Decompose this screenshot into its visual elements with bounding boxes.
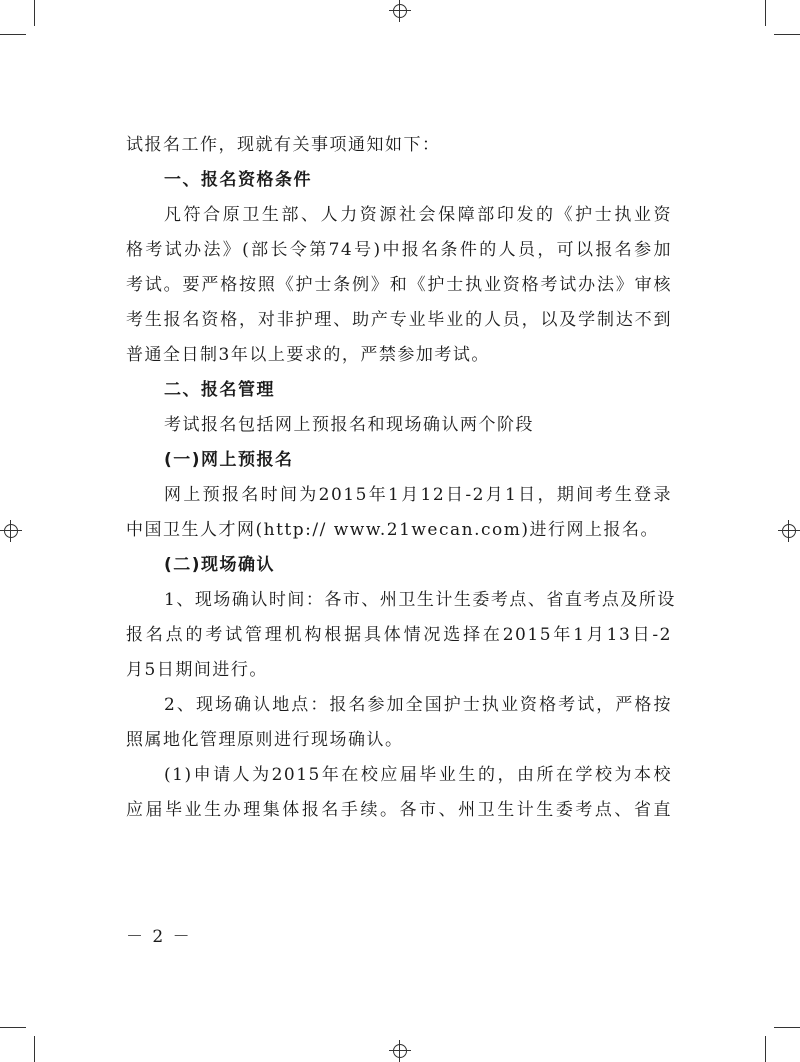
text-line: 考试。要严格按照《护士条例》和《护士执业资格考试办法》审核 xyxy=(126,275,672,295)
section-heading: 二、报名管理 xyxy=(164,380,275,400)
crop-mark xyxy=(774,1027,800,1028)
document-body xyxy=(126,128,676,828)
crop-mark xyxy=(34,1036,35,1062)
text-line: 格考试办法》(部长令第74号)中报名条件的人员，可以报名参加 xyxy=(126,240,672,260)
text-line: 凡符合原卫生部、人力资源社会保障部印发的《护士执业资 xyxy=(164,205,672,225)
crop-mark xyxy=(34,0,35,26)
registration-mark-top xyxy=(389,0,411,22)
text-line: 2、现场确认地点：报名参加全国护士执业资格考试，严格按 xyxy=(164,695,672,715)
subsection-heading: (一)网上预报名 xyxy=(164,450,294,470)
registration-mark-bottom xyxy=(389,1040,411,1062)
page-number: － 2 － xyxy=(126,927,192,947)
crop-mark xyxy=(774,34,800,35)
section-heading: 一、报名资格条件 xyxy=(164,170,312,190)
registration-mark-right xyxy=(778,520,800,542)
crop-mark xyxy=(765,0,766,26)
crop-mark xyxy=(0,34,26,35)
text-line: 报名点的考试管理机构根据具体情况选择在2015年1月13日-2 xyxy=(126,625,672,645)
text-line: 试报名工作，现就有关事项通知如下： xyxy=(126,135,441,155)
text-line: 普通全日制3年以上要求的，严禁参加考试。 xyxy=(126,345,490,365)
text-line: 考试报名包括网上预报名和现场确认两个阶段 xyxy=(164,415,534,435)
text-line: 照属地化管理原则进行现场确认。 xyxy=(126,730,404,750)
text-line: 月5日期间进行。 xyxy=(126,660,268,680)
registration-mark-left xyxy=(0,520,22,542)
text-line: 1、现场确认时间：各市、州卫生计生委考点、省直考点及所设 xyxy=(164,590,676,610)
text-line: (1)申请人为2015年在校应届毕业生的，由所在学校为本校 xyxy=(164,765,672,785)
text-line: 网上预报名时间为2015年1月12日-2月1日，期间考生登录 xyxy=(164,485,672,505)
subsection-heading: (二)现场确认 xyxy=(164,555,276,575)
text-line: 中国卫生人才网(http:// www.21wecan.com)进行网上报名。 xyxy=(126,520,660,540)
text-line: 考生报名资格，对非护理、助产专业毕业的人员，以及学制达不到 xyxy=(126,310,672,330)
crop-mark xyxy=(0,1027,26,1028)
text-line: 应届毕业生办理集体报名手续。各市、州卫生计生委考点、省直 xyxy=(126,800,672,820)
crop-mark xyxy=(765,1036,766,1062)
